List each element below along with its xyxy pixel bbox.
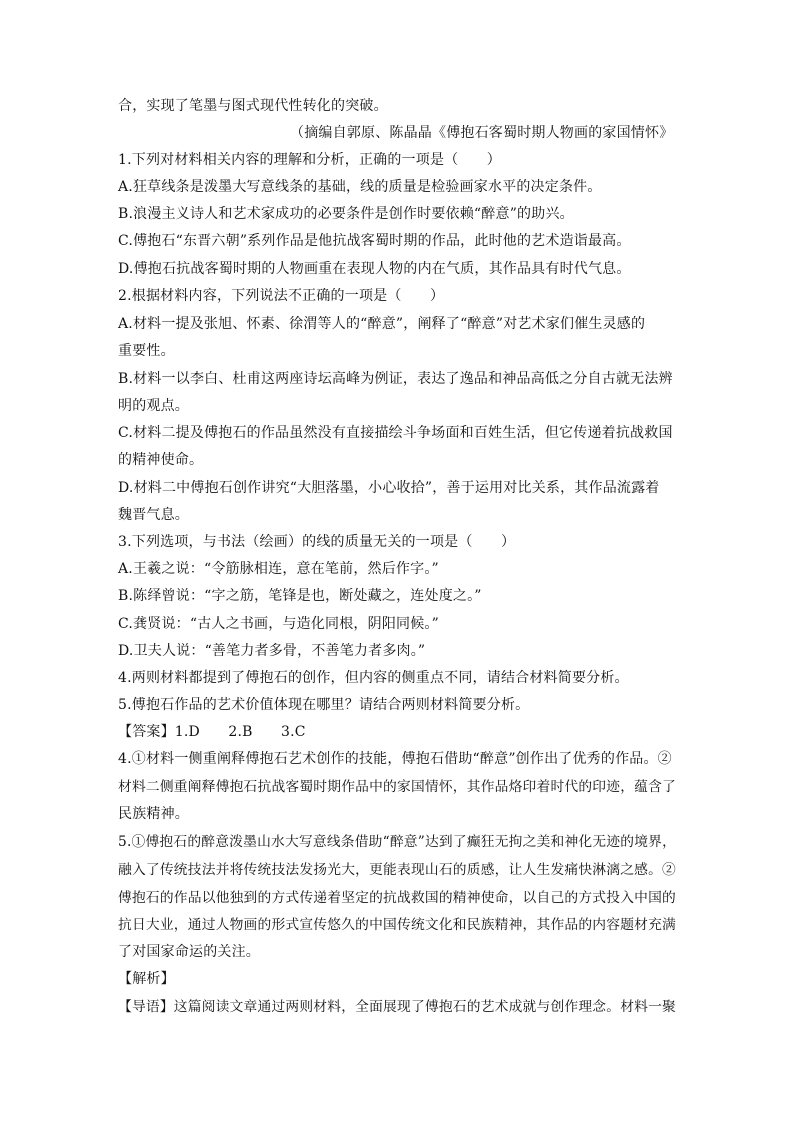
- option-2b: B.材料一以李白、杜甫这两座诗坛高峰为例证，表达了逸品和神品高低之分自古就无法辨: [118, 371, 673, 387]
- option-2d: D.材料二中傅抱石创作讲究“大胆落墨，小心收拾”，善于运用对比关系，其作品流露着: [118, 480, 660, 496]
- option-2c: C.材料二提及傅抱石的作品虽然没有直接描绘斗争场面和百姓生活，但它传递着抗战救国: [118, 425, 673, 441]
- option-3a: A.王羲之说：“令筋脉相连，意在笔前，然后作字。”: [118, 561, 439, 577]
- answer-5-line-3: 傅抱石的作品以他独到的方式传递着坚定的抗战救国的精神使命，以自己的方式投入中国的: [118, 890, 677, 906]
- question-1: 1.下列对材料相关内容的理解和分析，正确的一项是（ ）: [118, 152, 501, 168]
- option-2a-cont: 重要性。: [118, 343, 175, 359]
- option-1d: D.傅抱石抗战客蜀时期的人物画重在表现人物的内在气质，其作品具有时代气息。: [118, 261, 631, 277]
- option-2b-cont: 明的观点。: [118, 398, 189, 414]
- answer-4-line-2: 材料二侧重阐释傅抱石抗战客蜀时期作品中的家国情怀，其作品烙印着时代的印迹，蕴含了: [118, 779, 677, 795]
- option-3d: D.卫夫人说：“善笔力者多骨，不善笔力者多肉。”: [118, 643, 426, 659]
- option-2d-cont: 魏晋气息。: [118, 507, 189, 523]
- question-3: 3.下列选项，与书法（绘画）的线的质量无关的一项是（ ）: [118, 534, 516, 550]
- answer-5-line-4: 抗日大业，通过人物画的形式宣传悠久的中国传统文化和民族精神，其作品的内容题材充满: [118, 917, 677, 933]
- option-3c: C.龚贤说：“古人之书画，与造化同根，阴阳同候。”: [118, 616, 439, 632]
- lead-in-line: 【导语】这篇阅读文章通过两则材料，全面展现了傅抱石的艺术成就与创作理念。材料一聚: [118, 999, 677, 1015]
- option-1b: B.浪漫主义诗人和艺术家成功的必要条件是创作时要依赖“醉意”的助兴。: [118, 206, 574, 222]
- option-2a: A.材料一提及张旭、怀素、徐渭等人的“醉意”，阐释了“醉意”对艺术家们催生灵感的: [118, 316, 646, 332]
- citation-line: （摘编自郭原、陈晶晶《傅抱石客蜀时期人物画的家国情怀》: [290, 125, 674, 141]
- answer-5-line-1: 5.①傅抱石的醉意泼墨山水大写意线条借助“醉意”达到了癫狂无拘之美和神化无迹的境界，: [118, 834, 677, 850]
- analysis-heading: 【解析】: [118, 971, 175, 987]
- option-1a: A.狂草线条是泼墨大写意线条的基础，线的质量是检验画家水平的决定条件。: [118, 179, 602, 195]
- option-2c-cont: 的精神使命。: [118, 452, 204, 468]
- option-3b: B.陈绎曾说：“字之筋，笔锋是也，断处藏之，连处度之。”: [118, 588, 482, 604]
- answer-4-line-1: 4.①材料一侧重阐释傅抱石艺术创作的技能，傅抱石借助“醉意”创作出了优秀的作品。②: [118, 751, 672, 767]
- answer-heading: 【答案】1.D 2.B 3.C: [118, 724, 306, 740]
- answer-5-line-5: 了对国家命运的关注。: [118, 944, 260, 960]
- question-5: 5.傅抱石作品的艺术价值体现在哪里？请结合两则材料简要分析。: [118, 697, 530, 713]
- answer-5-line-2: 融入了传统技法并将传统技法发扬光大，更能表现山石的质感，让人生发痛快淋漓之感。②: [118, 862, 677, 878]
- question-2: 2.根据材料内容，下列说法不正确的一项是（ ）: [118, 288, 445, 304]
- paragraph-line: 合，实现了笔墨与图式现代性转化的突破。: [118, 98, 388, 114]
- answer-4-line-3: 民族精神。: [118, 806, 189, 822]
- question-4: 4.两则材料都提到了傅抱石的创作，但内容的侧重点不同，请结合材料简要分析。: [118, 670, 629, 686]
- option-1c: C.傅抱石“东晋六朝”系列作品是他抗战客蜀时期的作品，此时他的艺术造诣最高。: [118, 233, 631, 249]
